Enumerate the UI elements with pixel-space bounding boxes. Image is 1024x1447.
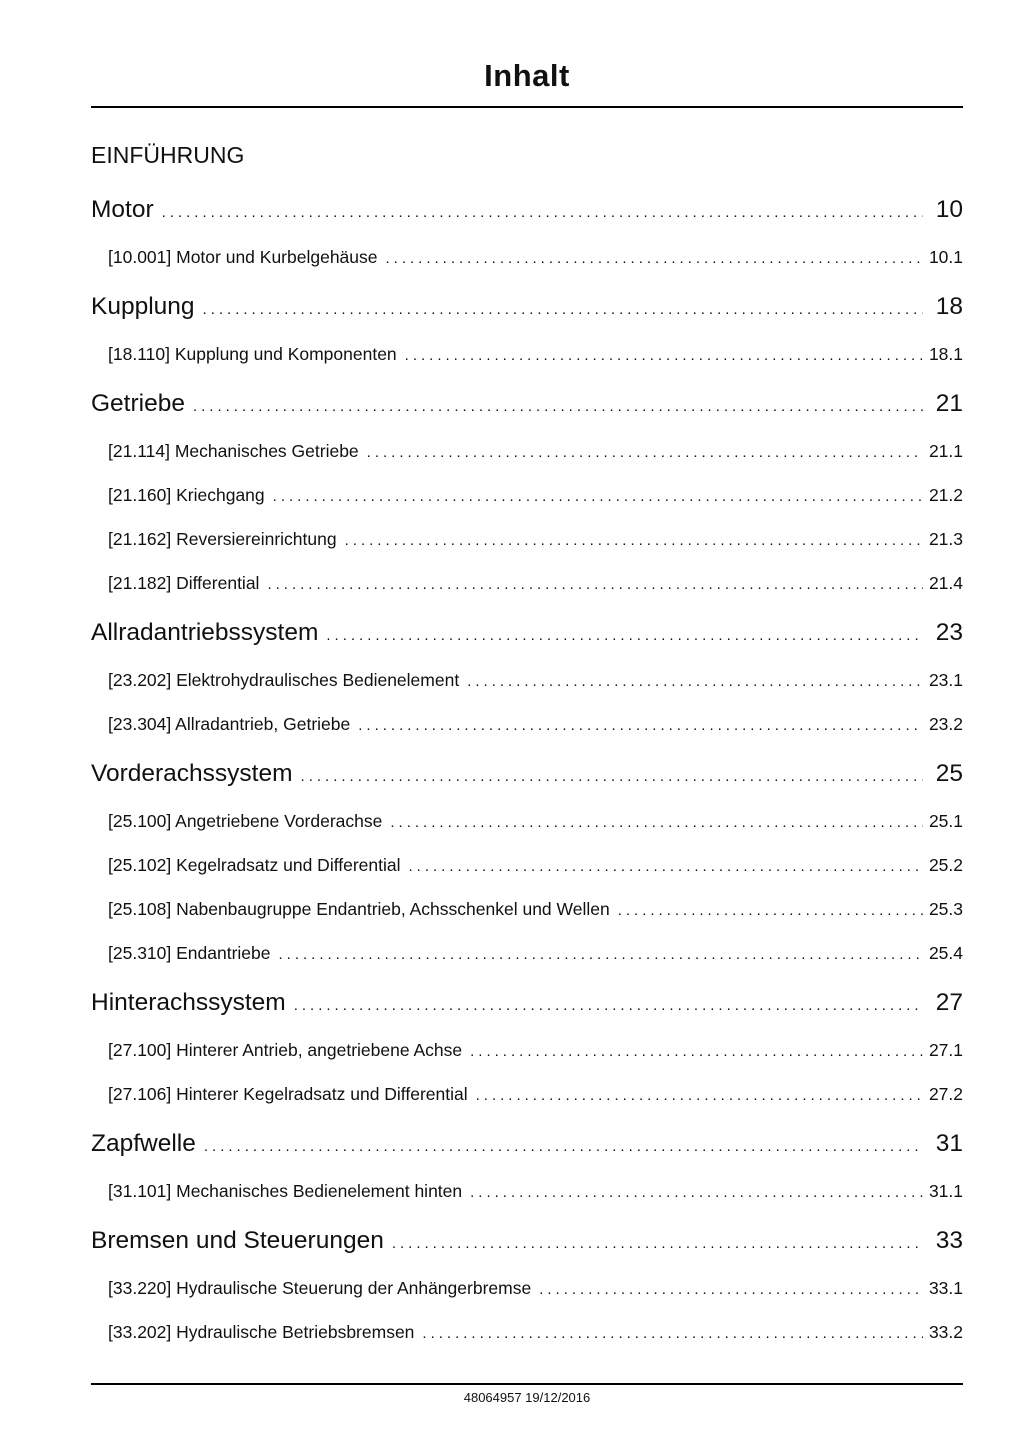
toc-item-row <box>91 1322 963 1343</box>
toc-entry-label: [21.182] Differential <box>108 573 260 593</box>
toc-entry-label: [33.220] Hydraulische Steuerung der Anhängerbremse <box>108 1278 532 1298</box>
toc-entry-label: [31.101] Mechanisches Bedienelement hinten <box>108 1181 463 1201</box>
dot-leader <box>476 1084 923 1105</box>
toc-item-row <box>91 714 963 735</box>
dot-leader <box>162 196 923 224</box>
page-number: 25 <box>935 760 963 787</box>
dot-leader <box>345 529 923 550</box>
page-number: 31 <box>935 1130 963 1157</box>
toc-section-row <box>91 619 963 647</box>
toc-item-row <box>91 1181 963 1202</box>
dot-leader <box>386 247 923 268</box>
dot-leader <box>405 344 923 365</box>
page-number: 23.2 <box>928 714 963 734</box>
dot-leader <box>203 293 923 321</box>
toc-entry-label: [10.001] Motor und Kurbelgehäuse <box>108 247 378 267</box>
page-number: 33 <box>935 1227 963 1254</box>
toc-section-row <box>91 293 963 321</box>
toc-item-row <box>91 811 963 832</box>
dot-leader <box>390 811 923 832</box>
page-number: 21 <box>935 390 963 417</box>
page-number: 25.2 <box>928 855 963 875</box>
toc-entry-label: [21.160] Kriechgang <box>108 485 265 505</box>
toc-section-row <box>91 1227 963 1255</box>
page-number: 25.4 <box>928 943 963 963</box>
toc-section-row <box>91 1130 963 1158</box>
intro-heading: EINFÜHRUNG <box>91 142 245 168</box>
toc-item-row <box>91 344 963 365</box>
dot-leader <box>273 485 923 506</box>
toc-item-row <box>91 855 963 876</box>
dot-leader <box>326 619 923 647</box>
toc-item-row <box>91 441 963 462</box>
page-number: 18 <box>935 293 963 320</box>
toc-entry-label: [21.114] Mechanisches Getriebe <box>108 441 359 461</box>
footer-divider <box>91 1383 963 1385</box>
toc-entry-label: Bremsen und Steuerungen <box>91 1227 384 1254</box>
page-number: 21.2 <box>928 485 963 505</box>
dot-leader <box>267 573 922 594</box>
toc-entry-label: Allradantriebssystem <box>91 619 319 646</box>
toc-item-row <box>91 573 963 594</box>
footer-text: 48064957 19/12/2016 <box>463 1390 591 1405</box>
toc-section-row <box>91 196 963 224</box>
toc-entry-label: Motor <box>91 196 154 223</box>
title-divider <box>91 106 963 108</box>
toc-item-row <box>91 899 963 920</box>
toc-entry-label: [33.202] Hydraulische Betriebsbremsen <box>108 1322 415 1342</box>
toc-entry-label: Kupplung <box>91 293 195 320</box>
page-number: 33.2 <box>928 1322 963 1342</box>
dot-leader <box>358 714 923 735</box>
page-number: 33.1 <box>928 1278 963 1298</box>
page-number: 23 <box>935 619 963 646</box>
dot-leader <box>294 989 923 1017</box>
toc-entry-label: [25.310] Endantriebe <box>108 943 271 963</box>
page-number: 25.3 <box>928 899 963 919</box>
page-number: 25.1 <box>928 811 963 831</box>
dot-leader <box>467 670 923 691</box>
toc-entry-label: Getriebe <box>91 390 185 417</box>
page-number: 31.1 <box>928 1181 963 1201</box>
page-number: 10 <box>935 196 963 223</box>
page-footer <box>91 1365 963 1405</box>
toc-item-row <box>91 1084 963 1105</box>
dot-leader <box>193 390 923 418</box>
dot-leader <box>409 855 923 876</box>
page-number: 21.3 <box>928 529 963 549</box>
toc-list <box>91 171 963 1343</box>
toc-entry-label: Hinterachssystem <box>91 989 286 1016</box>
toc-item-row <box>91 529 963 550</box>
dot-leader <box>367 441 923 462</box>
toc-section-row <box>91 390 963 418</box>
toc-item-row <box>91 485 963 506</box>
toc-entry-label: [25.108] Nabenbaugruppe Endantrieb, Achsschenkel und Wellen <box>108 899 610 919</box>
toc-item-row <box>91 1040 963 1061</box>
toc-section-row <box>91 989 963 1017</box>
dot-leader <box>392 1227 923 1255</box>
dot-leader <box>470 1181 923 1202</box>
toc-item-row <box>91 670 963 691</box>
toc-entry-label: Vorderachssystem <box>91 760 293 787</box>
dot-leader <box>470 1040 923 1061</box>
toc-entry-label: [25.100] Angetriebene Vorderachse <box>108 811 383 831</box>
page-number: 27.2 <box>928 1084 963 1104</box>
dot-leader <box>422 1322 923 1343</box>
page-number: 23.1 <box>928 670 963 690</box>
toc-entry-label: [27.106] Hinterer Kegelradsatz und Differential <box>108 1084 468 1104</box>
toc-entry-label: [18.110] Kupplung und Komponenten <box>108 344 397 364</box>
dot-leader <box>301 760 923 788</box>
dot-leader <box>618 899 923 920</box>
toc-entry-label: [27.100] Hinterer Antrieb, angetriebene Achse <box>108 1040 463 1060</box>
toc-entry-label: [25.102] Kegelradsatz und Differential <box>108 855 401 875</box>
page-number: 10.1 <box>928 247 963 267</box>
page-number: 27.1 <box>928 1040 963 1060</box>
dot-leader <box>539 1278 923 1299</box>
toc-item-row <box>91 1278 963 1299</box>
toc-entry-label: [21.162] Reversiereinrichtung <box>108 529 337 549</box>
page-number: 21.4 <box>928 573 963 593</box>
toc-section-row <box>91 760 963 788</box>
page-number: 27 <box>935 989 963 1016</box>
dot-leader <box>279 943 923 964</box>
toc-entry-label: [23.304] Allradantrieb, Getriebe <box>108 714 351 734</box>
page-number: 21.1 <box>928 441 963 461</box>
dot-leader <box>204 1130 923 1158</box>
page-number: 18.1 <box>928 344 963 364</box>
toc-item-row <box>91 247 963 268</box>
page-title: Inhalt <box>484 58 570 93</box>
toc-entry-label: [23.202] Elektrohydraulisches Bedienelement <box>108 670 460 690</box>
toc-entry-label: Zapfwelle <box>91 1130 196 1157</box>
toc-item-row <box>91 943 963 964</box>
